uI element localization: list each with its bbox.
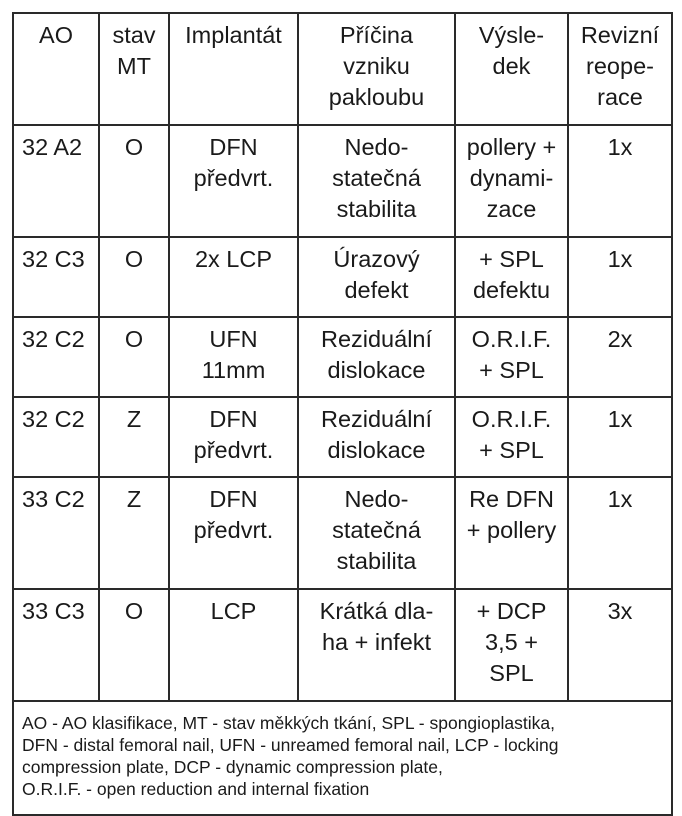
cell-implantat [169,589,298,701]
cell-line: Příčina [339,22,414,48]
cell-line: stabilita [336,548,417,574]
footnote-line: compression plate, DCP - dynamic compression plate, [22,757,443,777]
cell-line: + pollery [466,517,557,543]
cell-implantat [169,397,298,477]
header-stav [99,13,169,125]
cell-line: O.R.I.F. [471,326,552,352]
cell-line: O.R.I.F. [471,406,552,432]
cell-line: LCP [210,598,257,624]
cell-line: O [124,326,144,352]
cell-stav [99,397,169,477]
cell-pricina [298,125,455,237]
cell-line: Re DFN [469,486,554,512]
cell-stav [99,589,169,701]
footnote-line: AO - AO klasifikace, MT - stav měkkých tkání, SPL - spongioplastika, [22,713,555,733]
cell-line: Výsle- [478,22,545,48]
cell-vysledek [455,237,568,317]
cell-line: 1x [607,486,633,512]
cell-line: Revizní [580,22,660,48]
cell-line: 3x [607,598,633,624]
cell-line: Implantát [185,22,282,48]
cell-line: dislokace [327,437,426,463]
cell-pricina [298,317,455,397]
cell-line: stabilita [336,196,417,222]
cell-ao [13,317,99,397]
cell-line: Reziduální [320,326,433,352]
footnote [13,701,672,815]
cell-line: 1x [607,406,633,432]
cell-pricina [298,237,455,317]
table-row [13,477,672,589]
cell-line: SPL [489,660,534,686]
cell-line: 32 C2 [22,406,85,432]
table-row [13,125,672,237]
cell-line: 32 A2 [22,134,83,160]
cell-ao [13,589,99,701]
cell-vysledek [455,589,568,701]
cell-vysledek [455,125,568,237]
cell-implantat [169,317,298,397]
cell-revizni [568,589,672,701]
table-row [13,237,672,317]
table-row [13,317,672,397]
footnote-row [13,701,672,815]
cell-ao [13,237,99,317]
cell-line: statečná [332,165,421,191]
header-vysledek [455,13,568,125]
cell-revizni [568,237,672,317]
cell-line: statečná [332,517,421,543]
cell-ao [13,477,99,589]
cell-line: O [124,246,144,272]
cell-revizni [568,125,672,237]
cell-revizni [568,477,672,589]
cell-implantat [169,125,298,237]
cell-line: předvrt. [193,437,274,463]
cell-line: + DCP [476,598,547,624]
cell-line: reope- [586,53,654,79]
cell-line: 33 C2 [22,486,85,512]
cell-stav [99,125,169,237]
cell-line: 11mm [201,357,266,383]
footnote-line: DFN - distal femoral nail, UFN - unreamed femoral nail, LCP - locking [22,735,559,755]
cell-line: defektu [472,277,551,303]
cell-line: + SPL [479,437,544,463]
cell-line: dynami- [469,165,554,191]
cell-line: race [597,84,643,110]
cell-line: zace [486,196,537,222]
cell-line: 2x LCP [194,246,273,272]
header-pricina [298,13,455,125]
cell-line: stav [112,22,156,48]
cell-line: Nedo- [344,134,409,160]
cell-line: Krátká dla- [319,598,434,624]
cell-line: defekt [344,277,409,303]
cell-line: DFN [209,486,258,512]
cell-line: AO [39,22,73,48]
cell-line: 33 C3 [22,598,85,624]
cell-line: pollery + [466,134,557,160]
cell-line: Z [126,406,142,432]
table-row [13,397,672,477]
cell-line: MT [117,53,151,79]
cell-line: O [124,134,144,160]
cell-line: 32 C3 [22,246,85,272]
cell-line: předvrt. [193,165,274,191]
cell-line: + SPL [479,246,544,272]
cell-vysledek [455,397,568,477]
cell-line: 3,5 + [485,629,538,655]
cell-ao [13,125,99,237]
cell-ao [13,397,99,477]
cell-line: Úrazový [333,246,420,272]
cell-revizni [568,397,672,477]
cell-revizni [568,317,672,397]
cell-line: 1x [607,246,633,272]
cell-stav [99,237,169,317]
cell-pricina [298,397,455,477]
cell-pricina [298,589,455,701]
cell-line: 32 C2 [22,326,85,352]
cell-implantat [169,477,298,589]
header-ao [13,13,99,125]
cell-line: O [124,598,144,624]
cell-line: dek [492,53,531,79]
cell-vysledek [455,317,568,397]
cell-line: dislokace [327,357,426,383]
cell-vysledek [455,477,568,589]
header-implantat [169,13,298,125]
cell-line: předvrt. [193,517,274,543]
cell-line: Reziduální [320,406,433,432]
cell-line: 2x [607,326,633,352]
cell-stav [99,317,169,397]
cell-line: Nedo- [344,486,409,512]
footnote-line: O.R.I.F. - open reduction and internal fixation [22,779,370,799]
cell-line: + SPL [479,357,544,383]
table-row [13,589,672,701]
cell-stav [99,477,169,589]
cell-line: pakloubu [328,84,425,110]
header-revizni [568,13,672,125]
results-table [12,12,673,816]
cell-implantat [169,237,298,317]
header-row [13,13,672,125]
cell-pricina [298,477,455,589]
cell-line: UFN [209,326,258,352]
cell-line: vzniku [343,53,410,79]
cell-line: DFN [209,406,258,432]
cell-line: Z [126,486,142,512]
cell-line: DFN [209,134,258,160]
cell-line: ha + infekt [321,629,432,655]
cell-line: 1x [607,134,633,160]
